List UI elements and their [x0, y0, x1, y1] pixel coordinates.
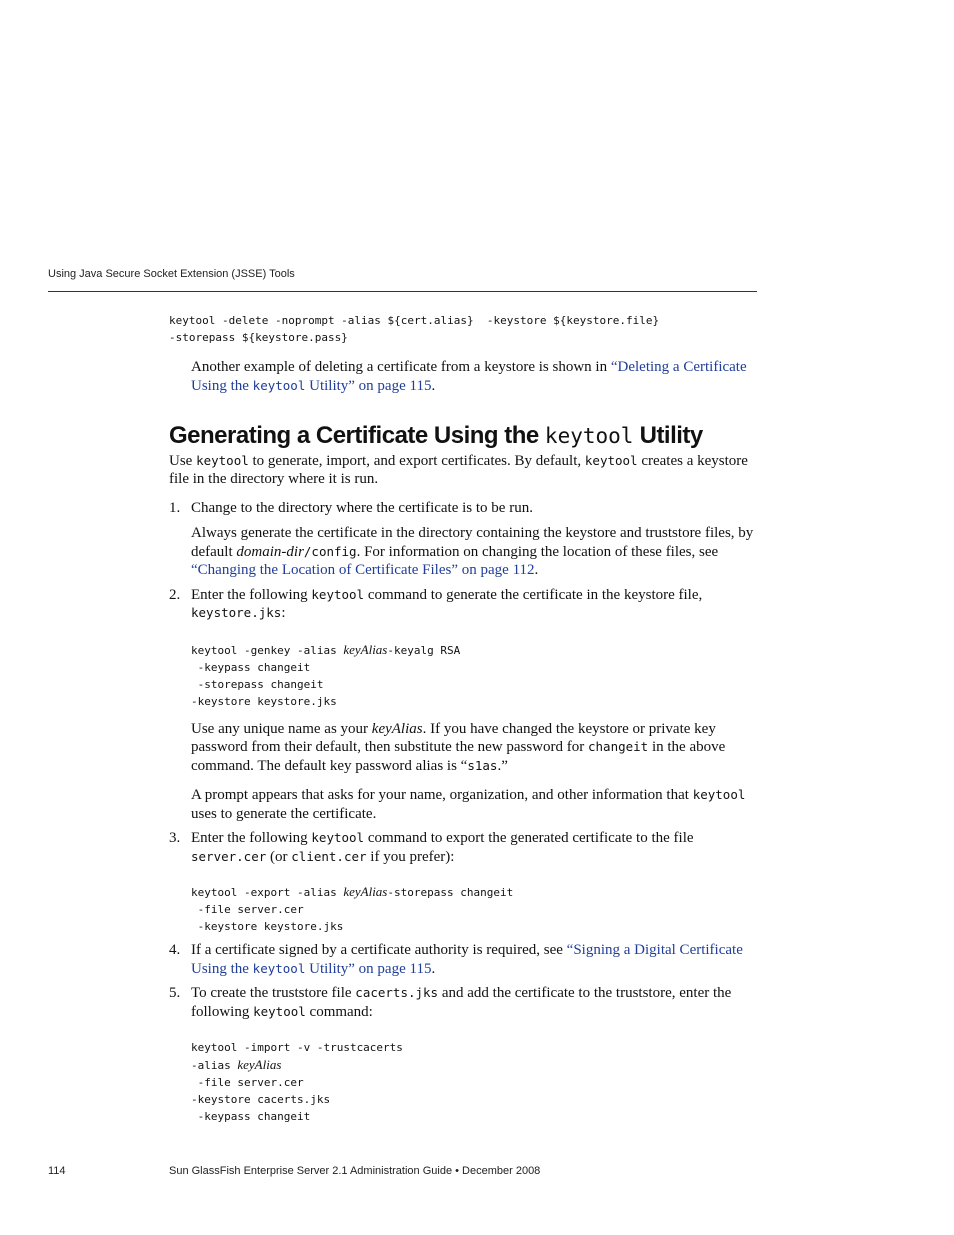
running-header: Using Java Secure Socket Extension (JSSE) Tools [48, 268, 295, 280]
step-2-detail: Use any unique name as your keyAlias. If you have changed the keystore or private key password from their default, then substitute the new password for changeit in the above command. The default key password alias is “s1as.” [191, 720, 726, 774]
page-number: 114 [48, 1165, 66, 1177]
header-rule [48, 291, 757, 292]
text: Another example of deleting a certificate from a keystore is shown in [191, 359, 611, 375]
section-lead: Use keytool to generate, import, and export certificates. By default, keytool creates a keystore file in the directory where it is run. [169, 452, 748, 487]
export-code-block: keytool -export -alias keyAlias-storepass changeit -file server.cer -keystore keystore.jks [191, 884, 514, 933]
step-number: 2. [169, 586, 181, 603]
genkey-code-block: keytool -genkey -alias keyAlias-keyalg RSA -keypass changeit -storepass changeit -keystore keystore.jks [191, 641, 461, 708]
text: . [431, 377, 436, 394]
step-text: Enter the following keytool command to generate the certificate in the keystore file, keystore.jks: [191, 586, 703, 621]
step-2-prompt-note: A prompt appears that asks for your name, organization, and other information that keytool uses to generate the certificate. [191, 787, 746, 822]
link-signing-certificate[interactable]: “Signing a Digital Certificate Using the keytool Utility” on page 115 [191, 942, 743, 977]
step-2 [169, 586, 759, 824]
step-5 [169, 984, 759, 1125]
steps-list [169, 499, 759, 1126]
footer-title: Sun GlassFish Enterprise Server 2.1 Administration Guide • December 2008 [169, 1165, 541, 1177]
step-number: 3. [169, 830, 181, 846]
step-3 [169, 829, 759, 935]
link-deleting-certificate[interactable]: “Deleting a Certificate Using the keytool Utility” on page 115 [191, 359, 747, 394]
step-text: To create the truststore file cacerts.jks and add the certificate to the truststore, enter the following keytool command: [191, 985, 732, 1020]
step-number: 4. [169, 942, 181, 958]
step-1 [169, 499, 759, 580]
step-text: If a certificate signed by a certificate authority is required, see “Signing a Digital Certificate Using the keytool Utility” on page 115. [191, 942, 743, 977]
intro-code-block [169, 312, 759, 346]
step-text: Change to the directory where the certificate is to be run. [191, 499, 533, 516]
step-number: 5. [169, 985, 181, 1001]
page-content [169, 312, 759, 1125]
step-1-detail: Always generate the certificate in the directory containing the keystore and truststore files, by default domain-dir/config. For information on changing the location of these files, see “Changing the Location of Certificate Files” on page 112. [191, 525, 754, 578]
code-line: keytool -delete -noprompt -alias ${cert.alias} -keystore ${keystore.file} [169, 314, 660, 327]
step-4 [169, 941, 759, 978]
import-code-block: keytool -import -v -trustcacerts -alias keyAlias -file server.cer -keystore cacerts.jks -keypass changeit [191, 1041, 403, 1123]
intro-paragraph [191, 358, 759, 395]
link-changing-location[interactable]: “Changing the Location of Certificate Files” on page 112 [191, 562, 535, 578]
section-heading: Generating a Certificate Using the keytool Utility [169, 422, 703, 449]
step-number: 1. [169, 499, 181, 516]
code-line: -storepass ${keystore.pass} [169, 331, 348, 344]
step-text: Enter the following keytool command to export the generated certificate to the file server.cer (or client.cer if you prefer): [191, 830, 694, 865]
